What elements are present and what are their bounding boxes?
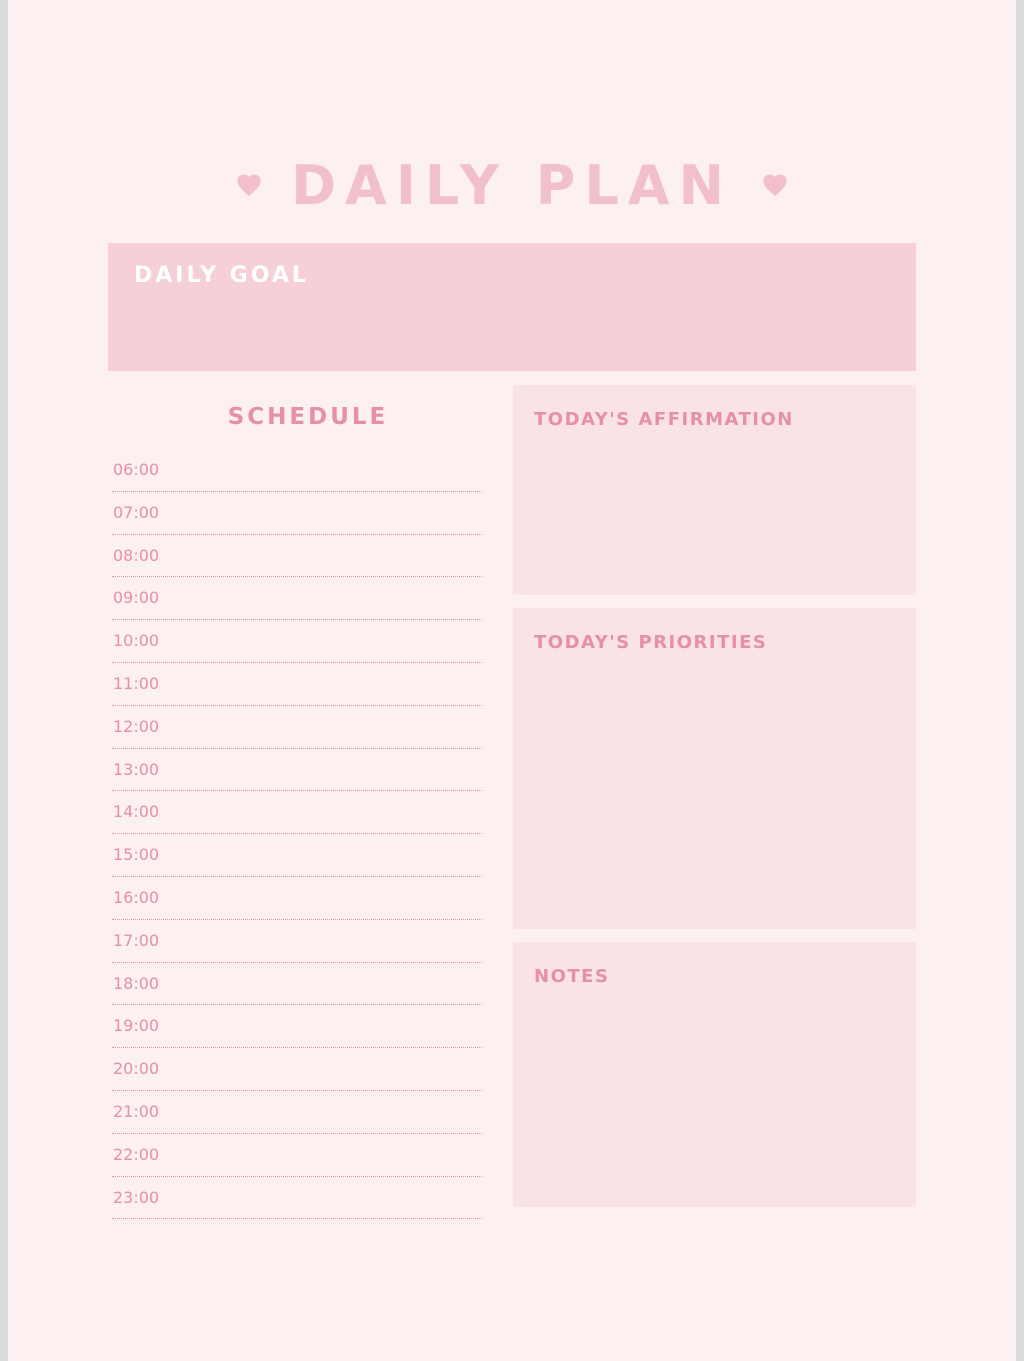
- schedule-time-label: 09:00: [113, 588, 160, 608]
- schedule-time-label: 19:00: [113, 1016, 160, 1036]
- schedule-time-label: 18:00: [113, 973, 160, 993]
- schedule-time-label: 06:00: [113, 460, 160, 479]
- schedule-slot[interactable]: [112, 920, 482, 963]
- schedule-slot[interactable]: [112, 706, 482, 749]
- schedule-time-label: 17:00: [113, 930, 160, 950]
- schedule-slot[interactable]: [112, 1048, 482, 1091]
- schedule-slot[interactable]: [112, 1134, 482, 1177]
- schedule-slot[interactable]: [112, 749, 482, 792]
- schedule-slot[interactable]: [112, 834, 482, 877]
- schedule-slot[interactable]: [112, 449, 482, 492]
- schedule-slot[interactable]: [112, 620, 482, 663]
- schedule-time-label: 12:00: [113, 716, 160, 736]
- schedule-list: [112, 449, 482, 1219]
- daily-goal-box[interactable]: [108, 243, 916, 371]
- schedule-slot[interactable]: [112, 1005, 482, 1048]
- priorities-label: TODAY'S PRIORITIES: [534, 632, 768, 653]
- affirmation-panel[interactable]: [513, 385, 916, 595]
- title-row: [8, 150, 1016, 220]
- heart-icon: [235, 171, 263, 199]
- planner-page: [8, 0, 1016, 1361]
- schedule-time-label: 07:00: [113, 502, 160, 522]
- schedule-slot[interactable]: [112, 577, 482, 620]
- schedule-slot[interactable]: [112, 492, 482, 535]
- schedule-time-label: 20:00: [113, 1059, 160, 1079]
- schedule-slot[interactable]: [112, 1091, 482, 1134]
- notes-label: NOTES: [534, 966, 610, 987]
- schedule-time-label: 21:00: [113, 1101, 160, 1121]
- schedule-time-label: 15:00: [113, 845, 160, 865]
- schedule-time-label: 10:00: [113, 631, 160, 651]
- schedule-time-label: 23:00: [113, 1187, 160, 1207]
- heart-icon: [761, 171, 789, 199]
- notes-panel[interactable]: [513, 942, 916, 1207]
- priorities-panel[interactable]: [513, 608, 916, 929]
- schedule-slot[interactable]: [112, 791, 482, 834]
- schedule-slot[interactable]: [112, 877, 482, 920]
- schedule-title: SCHEDULE: [227, 404, 389, 430]
- schedule-time-label: 11:00: [113, 673, 160, 693]
- schedule-slot[interactable]: [112, 963, 482, 1006]
- schedule-time-label: 14:00: [113, 802, 160, 822]
- schedule-time-label: 13:00: [113, 759, 160, 779]
- schedule-slot[interactable]: [112, 663, 482, 706]
- schedule-slot[interactable]: [112, 1177, 482, 1220]
- daily-goal-label: DAILY GOAL: [134, 263, 309, 288]
- schedule-time-label: 16:00: [113, 887, 160, 907]
- page-title: DAILY PLAN: [291, 153, 733, 217]
- schedule-time-label: 08:00: [113, 545, 160, 565]
- schedule-slot[interactable]: [112, 535, 482, 578]
- schedule-time-label: 22:00: [113, 1144, 160, 1164]
- affirmation-label: TODAY'S AFFIRMATION: [534, 409, 794, 430]
